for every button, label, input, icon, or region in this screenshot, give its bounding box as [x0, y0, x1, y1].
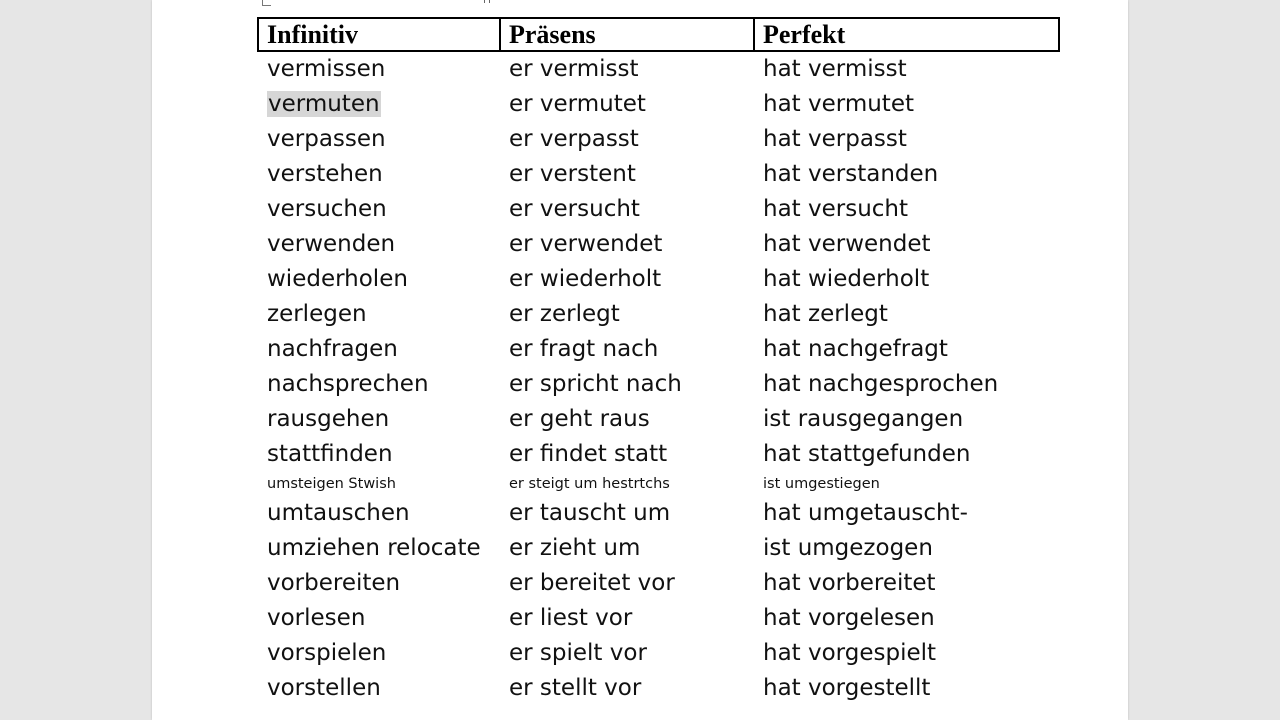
- cell-perfekt[interactable]: hat nachgefragt: [763, 335, 948, 362]
- table-row: [258, 471, 1059, 495]
- cell-infinitiv[interactable]: vorspielen: [267, 639, 387, 666]
- cell-infinitiv[interactable]: verwenden: [267, 230, 396, 257]
- table-row: [258, 86, 1059, 121]
- cell-praesens[interactable]: er tauscht um: [509, 499, 671, 526]
- cell-praesens[interactable]: er vermutet: [509, 90, 646, 117]
- cell-perfekt[interactable]: hat vorgespielt: [763, 639, 937, 666]
- cell-praesens[interactable]: er spricht nach: [509, 370, 682, 397]
- table-row: [258, 495, 1059, 530]
- cell-infinitiv[interactable]: nachfragen: [267, 335, 398, 362]
- table-row: [258, 635, 1059, 670]
- cell-praesens[interactable]: er zieht um: [509, 534, 641, 561]
- cell-praesens[interactable]: er verpasst: [509, 125, 639, 152]
- table-header-row: [258, 18, 1059, 51]
- table-row: [258, 565, 1059, 600]
- table-row: [258, 226, 1059, 261]
- cell-infinitiv[interactable]: rausgehen: [267, 405, 390, 432]
- table-row: [258, 191, 1059, 226]
- table-row: [258, 331, 1059, 366]
- cell-praesens[interactable]: er spielt vor: [509, 639, 647, 666]
- cell-perfekt[interactable]: hat stattgefunden: [763, 440, 971, 467]
- header-praesens[interactable]: Präsens: [500, 18, 754, 51]
- cell-infinitiv[interactable]: vorlesen: [267, 604, 366, 631]
- cell-praesens[interactable]: er verwendet: [509, 230, 663, 257]
- cell-infinitiv[interactable]: versuchen: [267, 195, 387, 222]
- cell-praesens[interactable]: er verstent: [509, 160, 636, 187]
- cell-perfekt[interactable]: hat umgetauscht-: [763, 499, 968, 526]
- verb-conjugation-table[interactable]: [257, 17, 1060, 705]
- text-boundary-marker: [484, 0, 490, 3]
- cell-praesens[interactable]: er vermisst: [509, 56, 639, 82]
- table-row: [258, 600, 1059, 635]
- cell-praesens[interactable]: er wiederholt: [509, 265, 662, 292]
- cell-praesens[interactable]: er geht raus: [509, 405, 650, 432]
- cell-perfekt[interactable]: hat vorgelesen: [763, 604, 935, 631]
- cell-praesens[interactable]: er bereitet vor: [509, 569, 675, 596]
- cell-perfekt[interactable]: hat vorbereitet: [763, 569, 936, 596]
- cell-perfekt[interactable]: hat vermutet: [763, 90, 914, 117]
- right-canvas-margin: [1128, 0, 1280, 720]
- selected-text-highlight[interactable]: vermuten: [268, 90, 380, 117]
- document-page[interactable]: [152, 0, 1128, 720]
- text-boundary-marker: [262, 0, 271, 6]
- cell-perfekt[interactable]: hat verpasst: [763, 125, 907, 152]
- left-canvas-margin: [0, 0, 152, 720]
- table-row: [258, 366, 1059, 401]
- cell-perfekt[interactable]: hat verwendet: [763, 230, 931, 257]
- cell-praesens[interactable]: er stellt vor: [509, 674, 642, 701]
- cell-perfekt[interactable]: ist umgestiegen: [763, 476, 880, 492]
- cell-infinitiv[interactable]: vermissen: [267, 56, 386, 82]
- cell-praesens[interactable]: er steigt um hestrtchs: [509, 476, 670, 492]
- table-row: [258, 296, 1059, 331]
- cell-infinitiv[interactable]: verstehen: [267, 160, 383, 187]
- cell-perfekt[interactable]: hat verstanden: [763, 160, 939, 187]
- cell-perfekt[interactable]: hat nachgesprochen: [763, 370, 999, 397]
- cell-praesens[interactable]: er findet statt: [509, 440, 668, 467]
- table-row: [258, 51, 1059, 86]
- cell-infinitiv[interactable]: zerlegen: [267, 300, 367, 327]
- cell-infinitiv[interactable]: umtauschen: [267, 499, 410, 526]
- cell-infinitiv[interactable]: vorbereiten: [267, 569, 401, 596]
- cell-perfekt[interactable]: ist rausgegangen: [763, 405, 964, 432]
- table-row: [258, 156, 1059, 191]
- table-row: [258, 436, 1059, 471]
- cell-infinitiv[interactable]: stattfinden: [267, 440, 393, 467]
- cell-perfekt[interactable]: hat vermisst: [763, 56, 907, 82]
- cell-infinitiv[interactable]: nachsprechen: [267, 370, 429, 397]
- cell-perfekt[interactable]: hat zerlegt: [763, 300, 888, 327]
- table-row: [258, 121, 1059, 156]
- table-row: [258, 670, 1059, 705]
- cell-praesens[interactable]: er liest vor: [509, 604, 633, 631]
- cell-praesens[interactable]: er versucht: [509, 195, 640, 222]
- header-perfekt[interactable]: Perfekt: [754, 18, 1059, 51]
- cell-perfekt[interactable]: hat vorgestellt: [763, 674, 931, 701]
- cell-perfekt[interactable]: hat wiederholt: [763, 265, 930, 292]
- cell-infinitiv[interactable]: umziehen relocate: [267, 534, 481, 561]
- cell-perfekt[interactable]: ist umgezogen: [763, 534, 933, 561]
- cell-praesens[interactable]: er fragt nach: [509, 335, 659, 362]
- cell-infinitiv[interactable]: umsteigen Stwish: [267, 476, 396, 492]
- table-row: [258, 530, 1059, 565]
- cell-perfekt[interactable]: hat versucht: [763, 195, 909, 222]
- cell-infinitiv[interactable]: [258, 86, 500, 121]
- cell-infinitiv[interactable]: vorstellen: [267, 674, 381, 701]
- cell-praesens[interactable]: er zerlegt: [509, 300, 620, 327]
- table-row: [258, 401, 1059, 436]
- table-body: [258, 51, 1059, 705]
- cell-infinitiv[interactable]: wiederholen: [267, 265, 408, 292]
- table-row: [258, 261, 1059, 296]
- header-infinitiv[interactable]: Infinitiv: [258, 18, 500, 51]
- cell-infinitiv[interactable]: verpassen: [267, 125, 386, 152]
